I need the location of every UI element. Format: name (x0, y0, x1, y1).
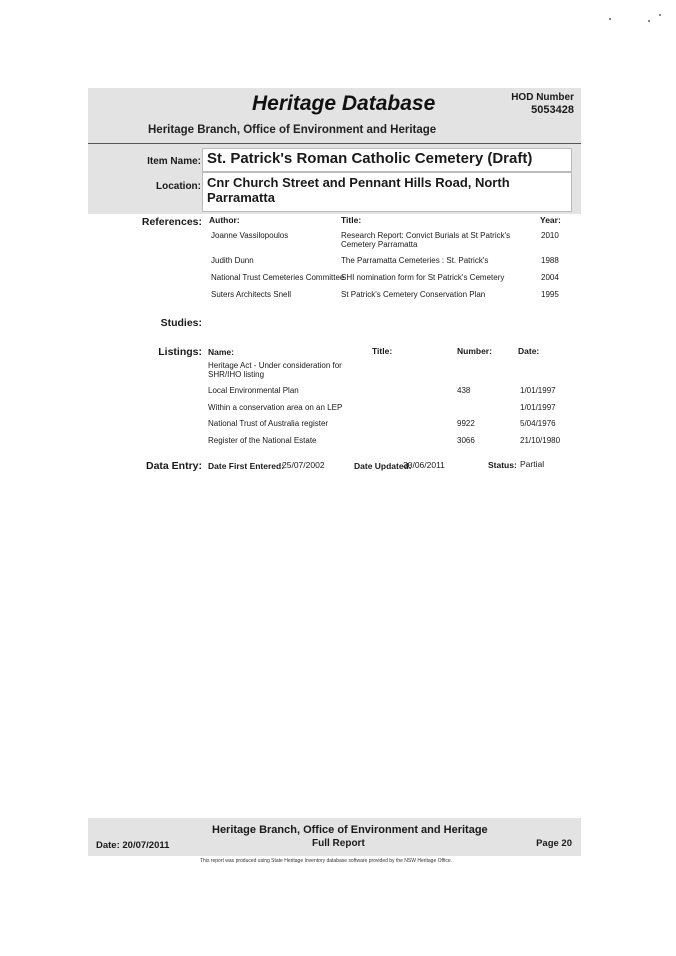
listing-name: National Trust of Australia register (208, 419, 329, 428)
listings-date-header: Date: (518, 346, 540, 356)
footer-note: This report was produced using State Heritage Inventory database software provided by the NSW Heritage Office. (200, 858, 452, 864)
footer-page-number: Page 20 (536, 838, 572, 849)
footer-date: Date: 20/07/2011 (96, 840, 170, 851)
listings-number-header: Number: (457, 346, 492, 356)
reference-title: Research Report: Convict Burials at St Patrick's Cemetery Parramatta (341, 231, 511, 249)
reference-year: 2004 (541, 273, 559, 282)
reference-title: St Patrick's Cemetery Conservation Plan (341, 290, 486, 299)
listing-number: 9922 (457, 419, 475, 428)
references-year-header: Year: (540, 215, 561, 225)
studies-label: Studies: (160, 317, 202, 329)
reference-title: The Parramatta Cemeteries : St. Patrick's (341, 256, 489, 265)
report-subtitle: Heritage Branch, Office of Environment and Heritage (148, 124, 437, 136)
location-value: Cnr Church Street and Pennant Hills Road, North Parramatta (207, 175, 510, 205)
listing-date: 1/01/1997 (520, 403, 556, 412)
scan-speck (648, 20, 650, 22)
listings-label: Listings: (158, 346, 202, 358)
status-value: Partial (520, 459, 545, 469)
item-name-value: St. Patrick's Roman Catholic Cemetery (Draft) (207, 150, 533, 167)
listing-name: Within a conservation area on an LEP (208, 403, 343, 412)
references-author-header: Author: (209, 215, 240, 225)
reference-title: SHI nomination form for St Patrick's Cemetery (341, 273, 505, 282)
references-label: References: (141, 216, 202, 228)
listings-name-header: Name: (208, 347, 234, 357)
date-updated-value: 30/06/2011 (403, 460, 445, 470)
listing-date: 21/10/1980 (520, 436, 561, 445)
location-label: Location: (156, 181, 201, 192)
data-entry-label: Data Entry: (145, 460, 202, 472)
listing-name: Local Environmental Plan (208, 386, 299, 395)
footer-organisation: Heritage Branch, Office of Environment and Heritage (212, 824, 488, 836)
scan-speck (659, 14, 661, 16)
status-label: Status: (488, 460, 517, 470)
hod-number-label: HOD Number (511, 92, 574, 103)
date-updated-label: Date Updated: (354, 461, 412, 471)
hod-number-value: 5053428 (531, 104, 574, 116)
footer-report-type: Full Report (312, 838, 365, 849)
listing-number: 3066 (457, 436, 475, 445)
reference-author: National Trust Cemeteries Committee (211, 273, 345, 282)
listing-date: 5/04/1976 (520, 419, 556, 428)
listing-name: Heritage Act - Under consideration for SHR/IHO listing (208, 361, 342, 379)
reference-year: 1988 (541, 256, 559, 265)
date-first-entered-label: Date First Entered: (208, 461, 285, 471)
reference-author: Judith Dunn (211, 256, 254, 265)
references-title-header: Title: (341, 215, 362, 225)
listing-name: Register of the National Estate (208, 436, 317, 445)
reference-year: 1995 (541, 290, 559, 299)
scan-speck (609, 18, 611, 20)
report-title: Heritage Database (252, 92, 436, 115)
listing-date: 1/01/1997 (520, 386, 556, 395)
reference-year: 2010 (541, 231, 559, 240)
date-first-entered-value: 25/07/2002 (282, 460, 325, 470)
item-name-label: Item Name: (147, 156, 201, 167)
reference-author: Joanne Vassilopoulos (211, 231, 289, 240)
listings-title-header: Title: (372, 346, 393, 356)
reference-author: Suters Architects Snell (211, 290, 292, 299)
listing-number: 438 (457, 386, 471, 395)
